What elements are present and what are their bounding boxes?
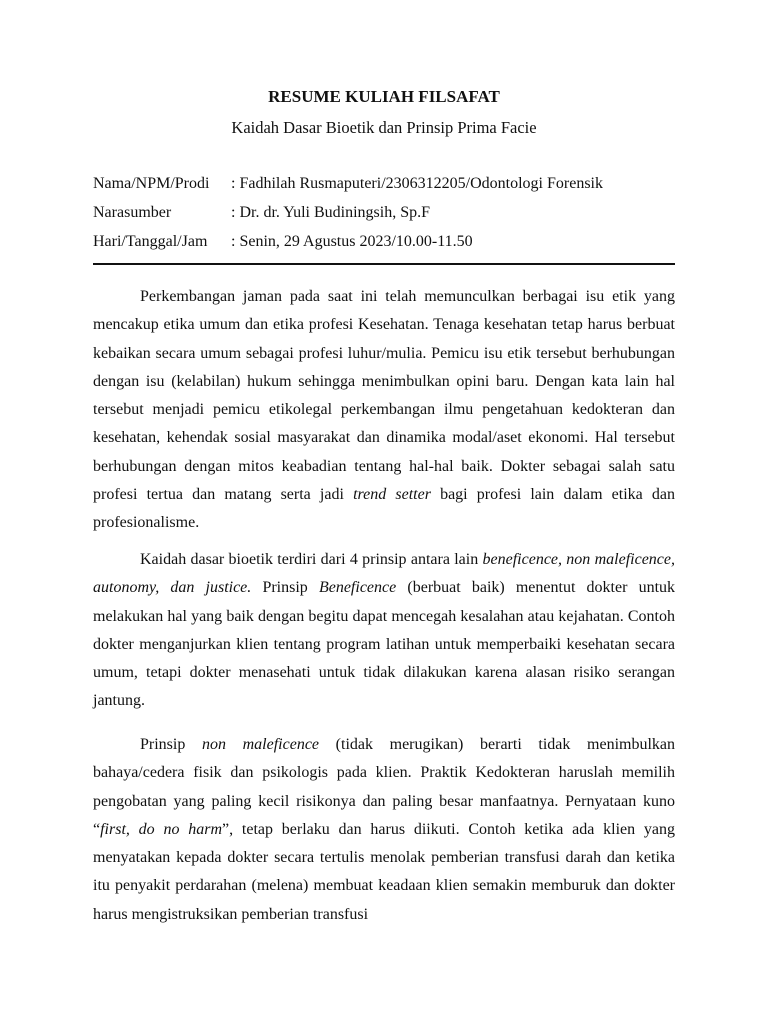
paragraph-text: ”, tetap berlaku dan harus diikuti. Contoh ketika ada klien yang menyatakan kepada dokter secara tertulis menolak pemberian transfusi darah dan ketika itu penyakit perdarahan (melena) membuat keadaan klien semakin memburuk dan dokter harus mengistruksikan pemberian transfusi (93, 820, 675, 923)
paragraph-text: Kaidah dasar bioetik terdiri dari 4 prinsip antara lain (140, 551, 483, 568)
meta-row-narasumber (93, 202, 675, 231)
paragraph-italic: Beneficence (318, 579, 397, 597)
paragraph-text: Prinsip (251, 579, 319, 597)
meta-block (93, 173, 675, 260)
meta-label: Narasumber (93, 204, 172, 221)
meta-value: : Dr. dr. Yuli Budiningsih, Sp.F (231, 204, 430, 221)
paragraph-text: Prinsip (140, 736, 202, 753)
paragraph-text: (berbuat baik) menentut dokter untuk melakukan hal yang baik dengan begitu dapat mencegah kesalahan atau kejahatan. Contoh dokter menganjurkan klien tentang program latihan untuk memperbaiki kesehatan secara umum, tetapi dokter menasehati untuk tidak dilakukan karena alasan risiko serangan jantung. (93, 579, 676, 710)
meta-row-nama (93, 173, 675, 202)
document-subtitle: Kaidah Dasar Bioetik dan Prinsip Prima Facie (231, 118, 537, 137)
paragraph-italic: beneficence, non maleficence, autonomy, dan justice. (93, 551, 675, 597)
meta-row-hari (93, 231, 675, 260)
meta-label: Nama/NPM/Prodi (93, 175, 210, 192)
paragraph-italic: trend setter (353, 486, 431, 504)
document-title: RESUME KULIAH FILSAFAT (268, 87, 500, 106)
paragraph-text: (tidak merugikan) berarti tidak menimbulkan bahaya/cedera fisik dan psikologis pada klien. Praktik Kedokteran haruslah memilih pengobatan yang paling kecil risikonya dan paling besar manfaatnya. Pernyataan kuno “ (93, 736, 676, 838)
divider-line (93, 263, 675, 265)
meta-value: : Fadhilah Rusmaputeri/2306312205/Odontologi Forensik (231, 175, 603, 192)
paragraph-italic: non maleficence (201, 736, 320, 753)
meta-label: Hari/Tanggal/Jam (93, 233, 208, 250)
paragraph-1 (93, 283, 675, 538)
paragraph-italic: first, do no harm (100, 820, 223, 838)
meta-value: : Senin, 29 Agustus 2023/10.00-11.50 (231, 233, 473, 250)
paragraph-2 (93, 546, 675, 716)
paragraph-text: Perkembangan jaman pada saat ini telah memunculkan berbagai isu etik yang mencakup etika umum dan etika profesi Kesehatan. Tenaga kesehatan tetap harus berbuat kebaikan secara umum sebagai profesi luhur/mulia. Pemicu isu etik tersebut berhubungan dengan isu (kelabilan) hukum sehingga menimbulkan opini baru. Dengan kata lain hal tersebut menjadi pemicu etikolegal perkembangan ilmu pengetahuan kedokteran dan kesehatan, kehendak sosial masyarakat dan dinamika modal/aset ekonomi. Hal tersebut berhubungan dengan mitos keabadian tentang hal-hal baik. Dokter sebagai salah satu profesi tertua dan matang serta jadi (93, 288, 675, 504)
paragraph-3 (93, 731, 675, 929)
paragraph-text: bagi profesi lain dalam etika dan profesionalisme. (93, 486, 676, 532)
